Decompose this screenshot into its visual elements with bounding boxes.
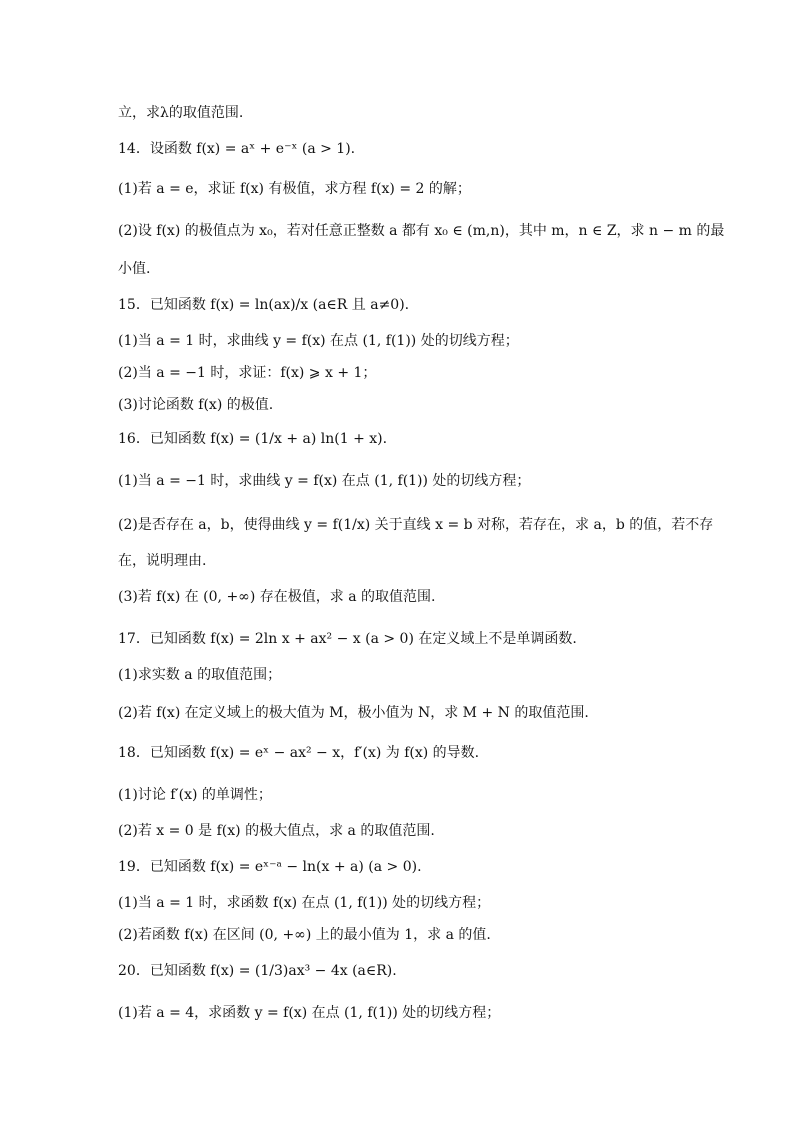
problem-18-stem: 18．已知函数 f(x) = eˣ − ax² − x，f′(x) 为 f(x) 的导数. <box>118 745 480 761</box>
problem-17-stem: 17．已知函数 f(x) = 2ln x + ax² − x (a > 0) 在定义域上不是单调函数. <box>118 631 577 647</box>
problem-16-part-2-cont: 在，说明理由. <box>118 553 207 569</box>
problem-19-stem: 19．已知函数 f(x) = eˣ⁻ᵃ − ln(x + a) (a > 0). <box>118 859 422 875</box>
problem-14-part-1: (1)若 a = e，求证 f(x) 有极值，求方程 f(x) = 2 的解； <box>118 181 471 197</box>
problem-17-part-1: (1)求实数 a 的取值范围； <box>118 667 282 683</box>
problem-19-part-1: (1)当 a = 1 时，求函数 f(x) 在点 (1, f(1)) 处的切线方程； <box>118 895 491 911</box>
problem-15-stem: 15．已知函数 f(x) = ln(ax)/x (a∈R 且 a≠0). <box>118 297 410 313</box>
problem-15-part-2: (2)当 a = −1 时，求证：f(x) ⩾ x + 1； <box>118 365 377 381</box>
problem-16-stem: 16．已知函数 f(x) = (1/x + a) ln(1 + x). <box>118 431 388 447</box>
problem-14-part-2: (2)设 f(x) 的极值点为 x₀，若对任意正整数 a 都有 x₀ ∈ (m,n)，其中 m，n ∈ Z，求 n − m 的最 <box>118 223 725 239</box>
problem-16-part-3: (3)若 f(x) 在 (0, +∞) 存在极值，求 a 的取值范围. <box>118 589 436 605</box>
problem-14-stem: 14．设函数 f(x) = aˣ + e⁻ˣ (a > 1). <box>118 141 356 157</box>
problem-15-part-3: (3)讨论函数 f(x) 的极值. <box>118 397 274 413</box>
problem-13-continuation: 立，求λ的取值范围. <box>118 105 244 121</box>
problem-16-part-2: (2)是否存在 a，b，使得曲线 y = f(1/x) 关于直线 x = b 对称，若存在，求 a，b 的值，若不存 <box>118 517 714 533</box>
problem-15-part-1: (1)当 a = 1 时，求曲线 y = f(x) 在点 (1, f(1)) 处的切线方程； <box>118 333 519 349</box>
problem-17-part-2: (2)若 f(x) 在定义域上的极大值为 M，极小值为 N，求 M + N 的取值范围. <box>118 705 589 721</box>
problem-14-part-2-cont: 小值. <box>118 261 151 277</box>
problem-18-part-2: (2)若 x = 0 是 f(x) 的极大值点，求 a 的取值范围. <box>118 823 435 839</box>
problem-19-part-2: (2)若函数 f(x) 在区间 (0, +∞) 上的最小值为 1，求 a 的值. <box>118 927 491 943</box>
problem-20-stem: 20．已知函数 f(x) = (1/3)ax³ − 4x (a∈R). <box>118 963 397 979</box>
problem-18-part-1: (1)讨论 f′(x) 的单调性； <box>118 787 272 803</box>
problem-16-part-1: (1)当 a = −1 时，求曲线 y = f(x) 在点 (1, f(1)) 处的切线方程； <box>118 473 531 489</box>
problem-20-part-1: (1)若 a = 4，求函数 y = f(x) 在点 (1, f(1)) 处的切线方程； <box>118 1005 501 1021</box>
